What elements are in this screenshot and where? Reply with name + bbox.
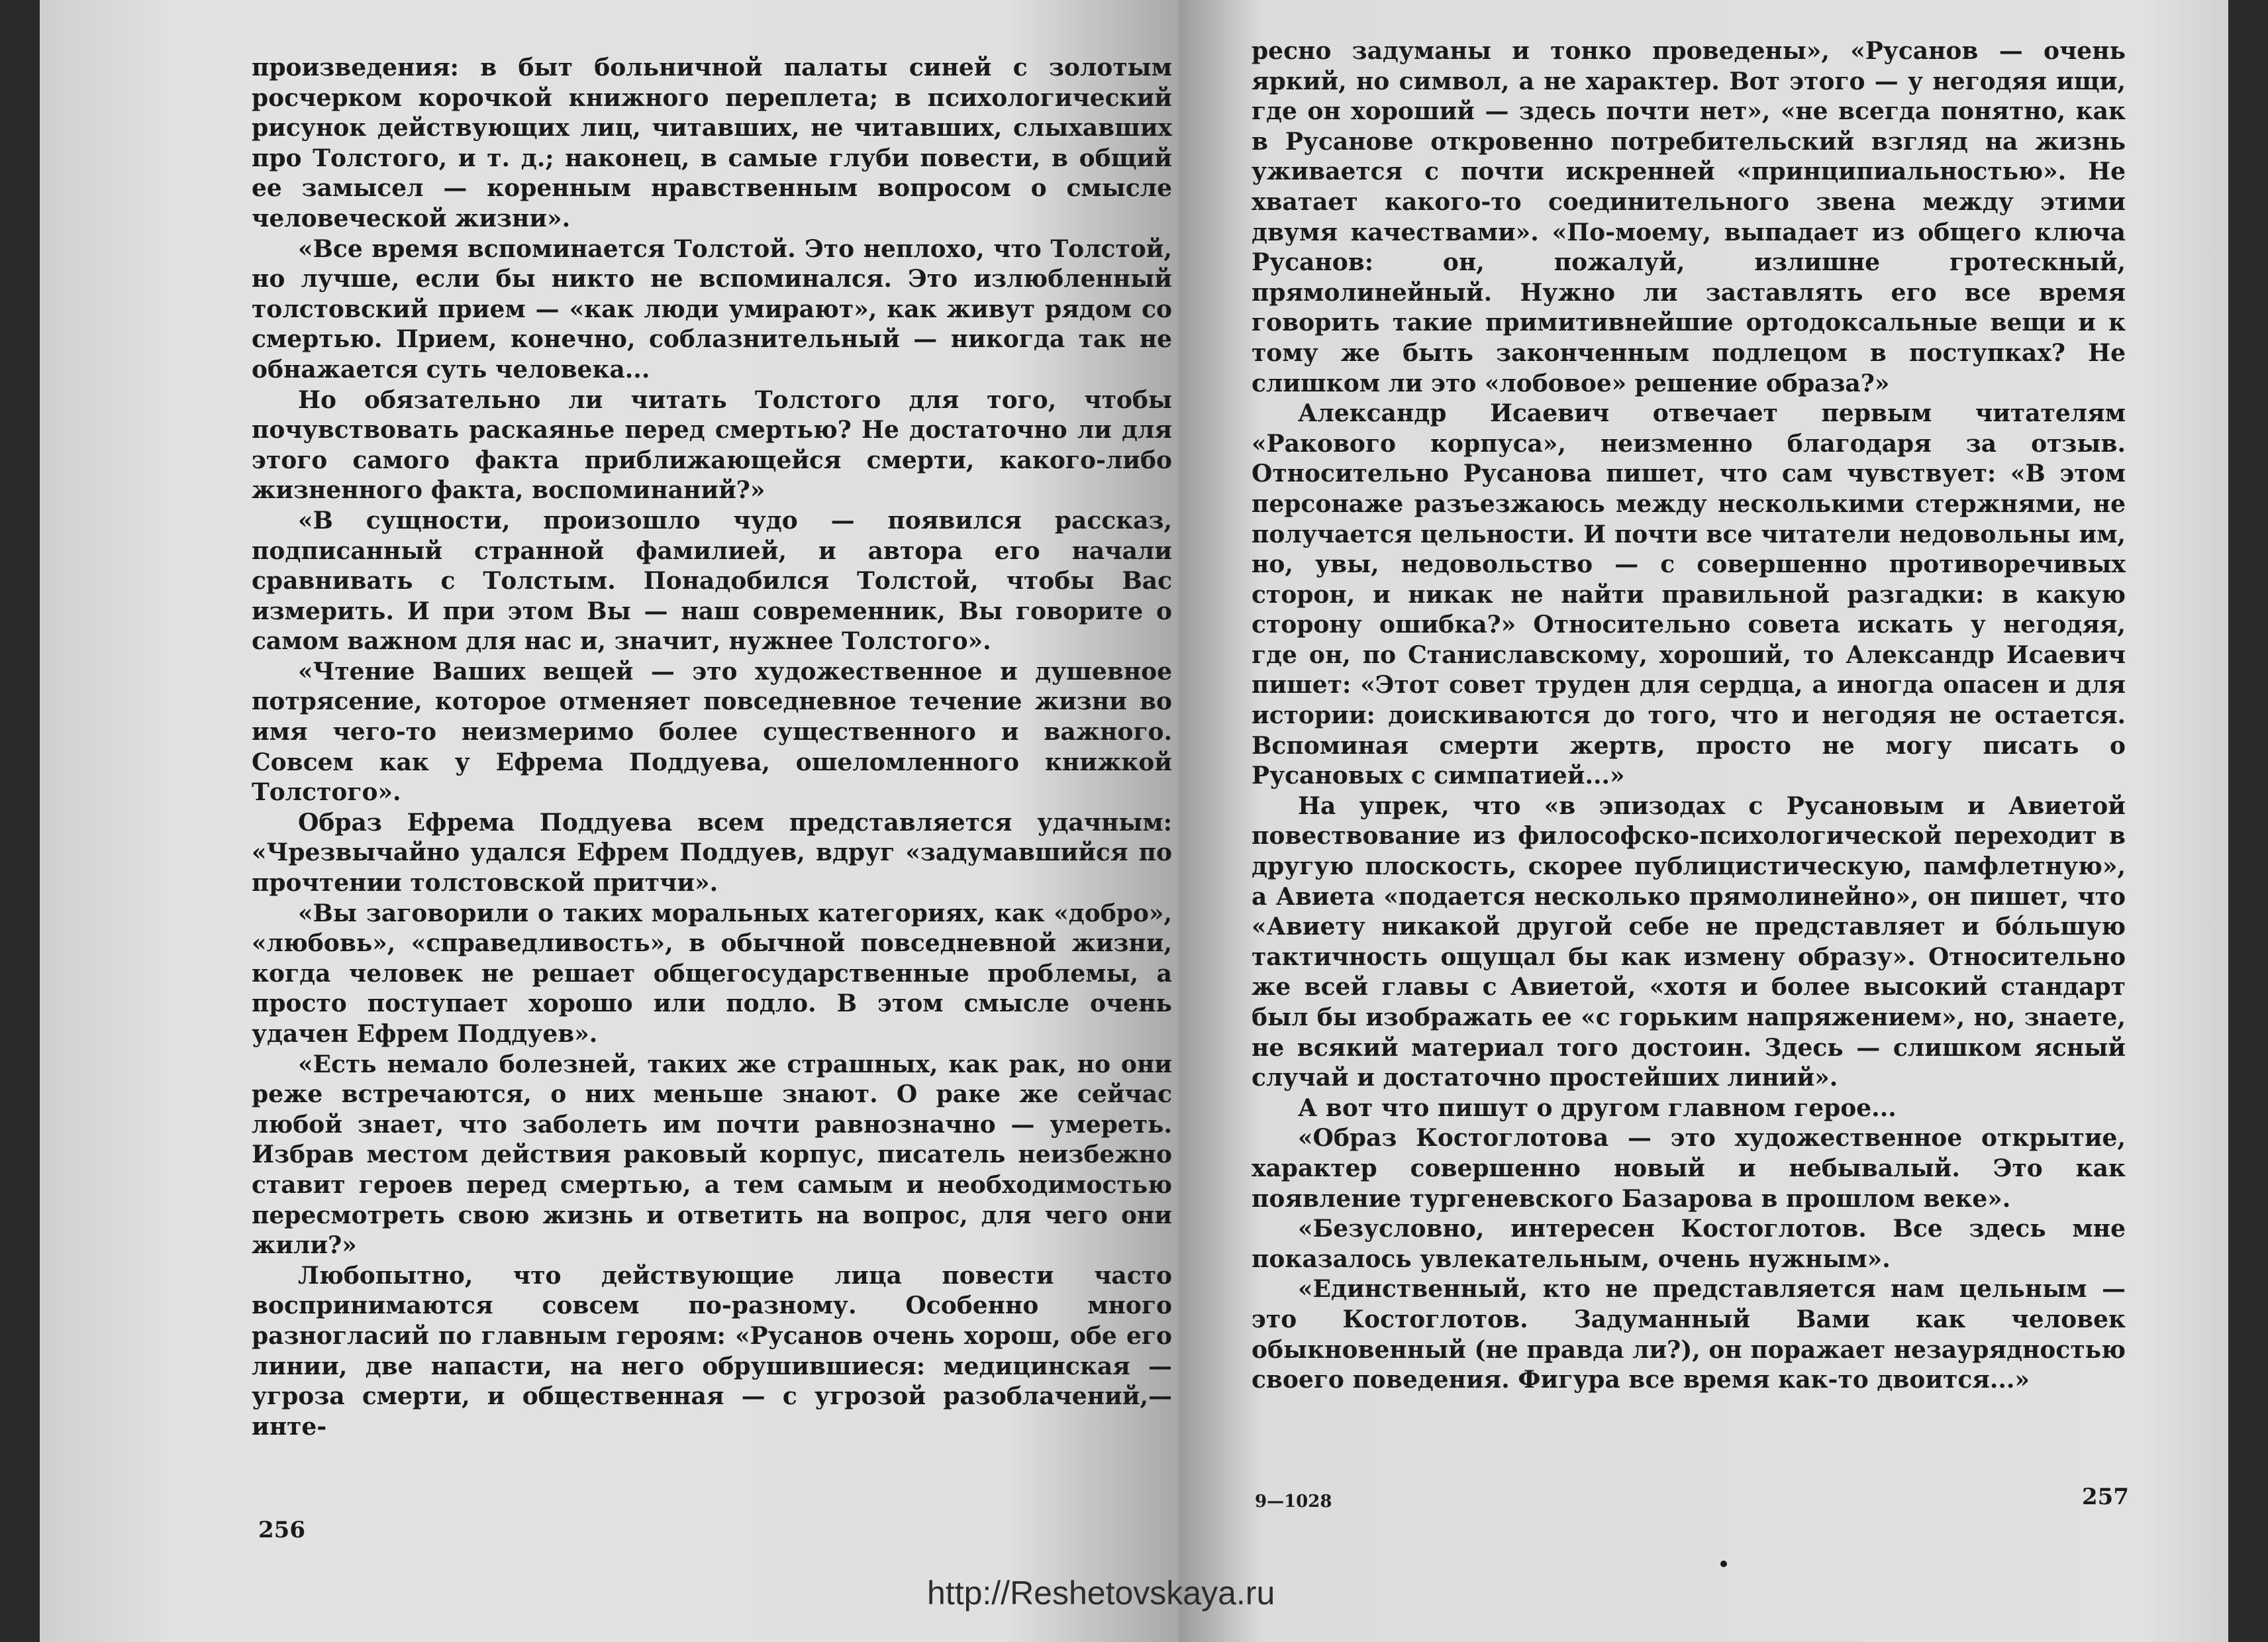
right-page <box>1179 0 2228 1642</box>
paragraph: «Есть немало болезней, таких же страшных, как рак, но они реже встречаются, о них меньше знают. О раке же сейчас любой знает, что заболеть им почти равнозначно — умереть. Избрав местом действия раковый корпус, писатель неизбежно ставит героев перед смертью, а тем самым и необходимостью пересмотреть свою жизнь и ответить на вопрос, для чего они жили?» <box>252 1050 1172 1260</box>
page-number-left: 256 <box>258 1517 305 1543</box>
paragraph: «Единственный, кто не представляется нам цельным — это Костоглотов. Задуманный Вами как человек обыкновенный (не правда ли?), он поражает незаурядностью своего поведения. Фигура все время как-то двоится...» <box>1252 1275 2126 1394</box>
printer-signature: 9—1028 <box>1255 1492 1332 1512</box>
paragraph: «В сущности, произошло чудо — появился рассказ, подписанный странной фамилией, и автора его начали сравнивать с Толстым. Понадобился Толстой, чтобы Вас измерить. И при этом Вы — наш современник, Вы говорите о самом важном для нас и, значит, нужнее Толстого». <box>252 506 1172 656</box>
page-number-right: 257 <box>2082 1484 2129 1510</box>
paragraph: «Вы заговорили о таких моральных категориях, как «добро», «любовь», «справедливость», в обычной повседневной жизни, когда человек не решает общегосударственные проблемы, а просто поступает хорошо или подло. В этом смысле очень удачен Ефрем Поддуев». <box>252 899 1172 1048</box>
paragraph: «Безусловно, интересен Костоглотов. Все здесь мне показалось увлекательным, очень нужным». <box>1252 1215 2126 1273</box>
paragraph: Но обязательно ли читать Толстого для того, чтобы почувствовать раскаянье перед смертью? Не достаточно ли для этого самого факта приближающейся смерти, какого-либо жизненного факта, воспоминаний?» <box>252 385 1172 505</box>
paragraph: Образ Ефрема Поддуева всем представляется удачным: «Чрезвычайно удался Ефрем Поддуев, вдруг «задумавшийся по прочтении толстовской притчи». <box>252 808 1172 898</box>
paragraph: «Чтение Ваших вещей — это художественное и душевное потрясение, которое отменяет повседневное течение жизни во имя чего-то неизмеримо более существенного и важного. Совсем как у Ефрема Поддуева, ошеломленного книжкой Толстого». <box>252 657 1172 807</box>
left-text-column <box>252 53 1172 1442</box>
right-text-column <box>1252 36 2126 1396</box>
paragraph: «Все время вспоминается Толстой. Это неплохо, что Толстой, но лучше, если бы никто не вспоминался. Это излюбленный толстовский прием — «как люди умирают», как живут рядом со смертью. Прием, конечно, соблазнительный — никогда так не обнажается суть человека... <box>252 234 1172 384</box>
paragraph: ресно задуманы и тонко проведены», «Русанов — очень яркий, но символ, а не характер. Вот этого — у негодяя ищи, где он хороший — здесь почти нет», «не всегда понятно, как в Русанове откровенно потребительский взгляд на жизнь уживается с почти искренней «принципиальностью». Не хватает какого-то соединительного звена между этими двумя качествами». «По-моему, выпадает из общего ключа Русанов: он, пожалуй, излишне гротескный, прямолинейный. Нужно ли заставлять его все время говорить такие примитивнейшие ортодоксальные вещи и к тому же быть законченным подлецом в поступках? Не слишком ли это «лобовое» решение образа?» <box>1252 37 2126 397</box>
paragraph: «Образ Костоглотова — это художественное открытие, характер совершенно новый и небывалый. Это как появление тургеневского Базарова в прошлом веке». <box>1252 1124 2126 1213</box>
watermark-url: http://Reshetovskaya.ru <box>927 1574 1275 1612</box>
ink-dot <box>1720 1561 1727 1567</box>
paragraph: Александр Исаевич отвечает первым читателям «Ракового корпуса», неизменно благодаря за отзыв. Относительно Русанова пишет, что сам чувствует: «В этом персонаже разъезжаюсь между несколькими стержнями, не получается цельности. И почти все читатели недовольны им, но, увы, недовольство — с совершенно противоречивых сторон, и никак не найти правильной разгадки: в какую сторону ошибка?» Относительно совета искать у негодяя, где он, по Станиславскому, хороший, то Александр Исаевич пишет: «Этот совет труден для сердца, а иногда опасен и для истории: доискиваются до того, что и негодяя не остается. Вспоминая смерти жертв, просто не могу писать о Русановых с симпатией...» <box>1252 399 2126 790</box>
paragraph: Любопытно, что действующие лица повести часто воспринимаются совсем по-разному. Особенно много разногласий по главным героям: «Русанов очень хорош, обе его линии, две напасти, на него обрушившиеся: медицинская — угроза смерти, и общественная — с угрозой разоблачений,— инте- <box>252 1261 1172 1441</box>
paragraph: А вот что пишут о другом главном герое... <box>1298 1094 1897 1122</box>
paragraph: произведения: в быт больничной палаты синей с золотым росчерком корочкой книжного переплета; в психологический рисунок действующих лиц, читавших, не читавших, слыхавших про Толстого, и т. д.; наконец, в самые глуби повести, в общий ее замысел — коренным нравственным вопросом о смысле человеческой жизни». <box>252 54 1172 232</box>
paragraph: На упрек, что «в эпизодах с Русановым и Авиетой повествование из философско-психологической переходит в другую плоскость, скорее публицистическую, памфлетную», а Авиета «подается несколько прямолинейно», он пишет, что «Авиету никакой другой себе не представляет и бо́льшую тактичность ощущал бы как измену образу». Относительно же всей главы с Авиетой, «хотя и более высокий стандарт был бы изображать ее «с горьким напряжением», но, знаете, не всякий материал того достоин. Здесь — слишком ясный случай и достаточно простейших линий». <box>1252 792 2126 1092</box>
left-page <box>40 0 1179 1642</box>
book-spread <box>40 0 2228 1642</box>
